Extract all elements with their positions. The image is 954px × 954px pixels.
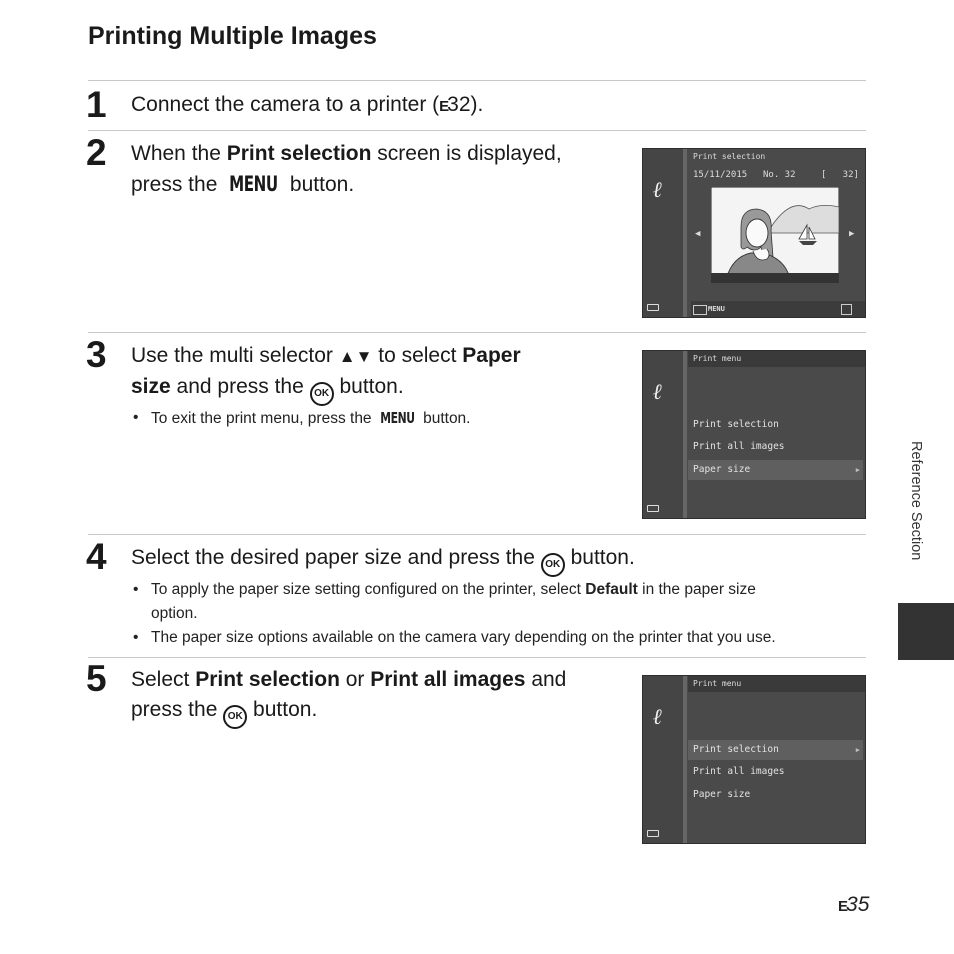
divider: [88, 332, 866, 333]
step-4-bullet-2: • The paper size options available on the camera vary depending on the printer that you use.: [133, 629, 776, 646]
section-tab: [898, 603, 954, 660]
menu-item-print-all-images: Print all images: [693, 441, 785, 452]
section-label: Reference Section: [908, 441, 924, 561]
right-arrow-icon: ▶: [849, 229, 855, 239]
step-3-text: Use the multi selector ▲▼ to select Paper size and press the OK button.: [131, 341, 521, 406]
screen-header: Print selection: [693, 152, 766, 161]
divider: [88, 80, 866, 81]
page-title: Printing Multiple Images: [88, 22, 377, 50]
menu-button-icon: MENU: [229, 172, 279, 196]
screen-header: Print menu: [688, 676, 865, 692]
screen-image-number: No. 32: [763, 170, 796, 180]
menu-item-paper-size: Paper size ▶: [688, 460, 863, 480]
pictbridge-icon: ℓ: [653, 379, 663, 405]
battery-icon: [647, 505, 659, 512]
page-number: E35: [838, 893, 870, 916]
step-5-number: 5: [86, 658, 107, 699]
ok-button-icon: OK: [310, 382, 334, 406]
ok-button-icon: OK: [223, 705, 247, 729]
photo-thumbnail: [711, 187, 839, 283]
camera-sidebar: [643, 676, 687, 843]
menu-item-print-all-images: Print all images: [693, 766, 785, 777]
step-4-number: 4: [86, 536, 107, 577]
submenu-arrow-icon: ▶: [855, 746, 860, 754]
step-5-text: Select Print selection or Print all images and press the OK button.: [131, 665, 566, 729]
screen-menu-label: MENU: [708, 305, 725, 313]
step-2-number: 2: [86, 132, 107, 173]
screen-date: 15/11/2015: [693, 170, 748, 180]
menu-item-print-selection: Print selection ▶: [688, 740, 863, 760]
step-3-number: 3: [86, 334, 107, 375]
menu-item-paper-size: Paper size: [693, 789, 751, 800]
submenu-arrow-icon: ▶: [855, 466, 860, 474]
step-1-number: 1: [86, 84, 107, 125]
divider: [88, 130, 866, 131]
camera-screen-print-menu-print-selection: [642, 675, 866, 844]
menu-item-print-selection: Print selection: [693, 419, 779, 430]
divider: [88, 534, 866, 535]
left-arrow-icon: ◀: [695, 229, 701, 239]
screen-count: [ 32]: [821, 170, 859, 180]
pictbridge-icon: ℓ: [653, 704, 663, 730]
battery-icon: [647, 830, 659, 837]
camera-sidebar: [643, 351, 687, 518]
step-1-text: Connect the camera to a printer (E32).: [131, 90, 483, 122]
ok-button-icon: OK: [541, 553, 565, 577]
camera-screen-print-selection: [642, 148, 866, 318]
divider: [88, 657, 866, 658]
battery-icon: [647, 304, 659, 311]
step-4-text: Select the desired paper size and press the OK button.: [131, 543, 635, 577]
print-copies-icon: [693, 305, 707, 315]
multi-selector-up-down-icon: ▲▼: [338, 347, 373, 366]
camera-screen-print-menu-paper-size: [642, 350, 866, 519]
pictbridge-icon: ℓ: [653, 177, 663, 203]
menu-button-icon: MENU: [380, 409, 415, 427]
step-4-bullet-1: • To apply the paper size setting configured on the printer, select Default in the paper size option.: [133, 581, 756, 622]
thumbnail-view-icon: [841, 304, 852, 315]
reference-icon: E: [838, 898, 847, 915]
screen-header: Print menu: [688, 351, 865, 367]
camera-sidebar: [643, 149, 687, 317]
reference-icon: E: [439, 98, 448, 115]
step-3-bullet: • To exit the print menu, press the MENU button.: [133, 406, 593, 430]
step-2-text: When the Print selection screen is displayed, press the MENU button.: [131, 139, 562, 200]
